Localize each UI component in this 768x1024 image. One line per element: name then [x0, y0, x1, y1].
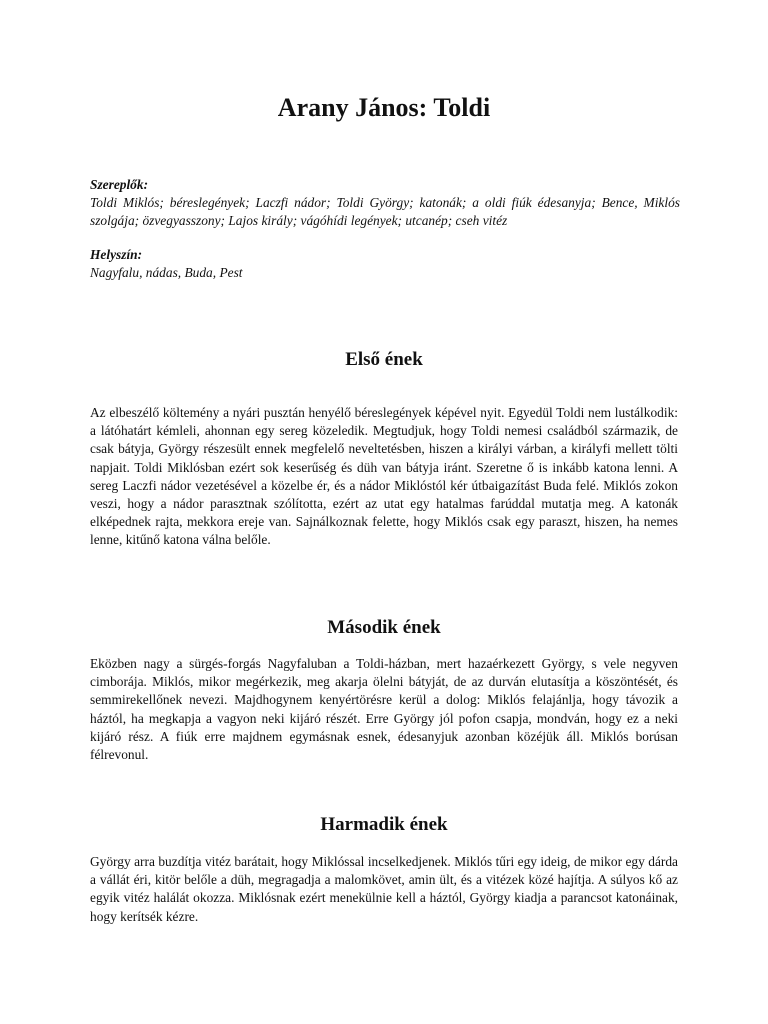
- section-heading-second: Második ének: [327, 617, 441, 638]
- cast-text: Toldi Miklós; béreslegények; Laczfi nádor; Toldi György; katonák; a oldi fiúk édesanyja; Bence, Miklós szolgája; özvegyasszony; Lajos király; vágóhídi legények; utcanép; cseh vitéz: [90, 195, 680, 228]
- section-text-third: György arra buzdítja vitéz barátait, hogy Miklóssal incselkedjenek. Miklós tűri egy ideig, de mikor egy dárda a vállát éri, kitör belőle a düh, megragadja a malomkövet, amin ült, és a vitézek közé hajítja. A súlyos kő az egyik vitéz halálát okozza. Miklósnak ezért menekülnie kell a háztól, György kiadja a parancsot katonáinak, hogy kerítsék kézre.: [90, 854, 678, 924]
- setting-heading: Helyszín:: [90, 247, 143, 262]
- section-heading-first: Első ének: [345, 349, 423, 370]
- section-text-second: Eközben nagy a sürgés-forgás Nagyfaluban a Toldi-házban, mert hazaérkezett György, s vele negyven cimborája. Miklós, mikor megérkezik, meg akarja ölelni bátyját, de az durván elutasítja a köszöntését, és semmirekellőnek nevezi. Majdhogynem kenyértörésre kerül a dolog: Miklós felajánlja, hogy távozik a háztól, ha megkapja a vagyon neki kijáró részét. Erre György jól pofon csapja, mondván, hogy ez a neki kijáró rész. A fiúk erre majdnem egymásnak esnek, édesanyjuk azonban közéjük áll. Miklós borúsan félrevonul.: [90, 656, 678, 763]
- document-title: Arany János: Toldi: [277, 93, 491, 122]
- cast-heading: Szereplők:: [90, 177, 149, 192]
- setting-block: [90, 246, 680, 282]
- section-heading-third: Harmadik ének: [320, 814, 448, 835]
- cast-block: [90, 176, 680, 230]
- section-text-first: Az elbeszélő költemény a nyári pusztán henyélő béreslegények képével nyit. Egyedül Toldi nem lustálkodik: a látóhatárt kémleli, ahonnan egy sereg közeledik. Megtudjuk, hogy Toldi nemesi családból származik, de csak bátyja, György részesült ennek megfelelő neveltetésben, hiszen a királyi várban, a királyfi mellett tölti napjait. Toldi Miklósban ezért sok keserűség és düh van bátyja iránt. Szeretne ő is inkább katona lenni. A sereg Laczfi nádor vezetésével a közelbe ér, és a nádor Miklóstól kér útbaigazítást Buda felé. Miklós zokon veszi, hogy a nádor parasztnak szólította, ezért az utat egy hatalmas farúddal mutatja meg. A katonák elképednek rajta, mekkora ereje van. Sajnálkoznak felette, hogy Miklós csak egy paraszt, hiszen, ha nemes lenne, kitűnő katona válna belőle.: [90, 405, 678, 548]
- setting-text: Nagyfalu, nádas, Buda, Pest: [90, 265, 243, 280]
